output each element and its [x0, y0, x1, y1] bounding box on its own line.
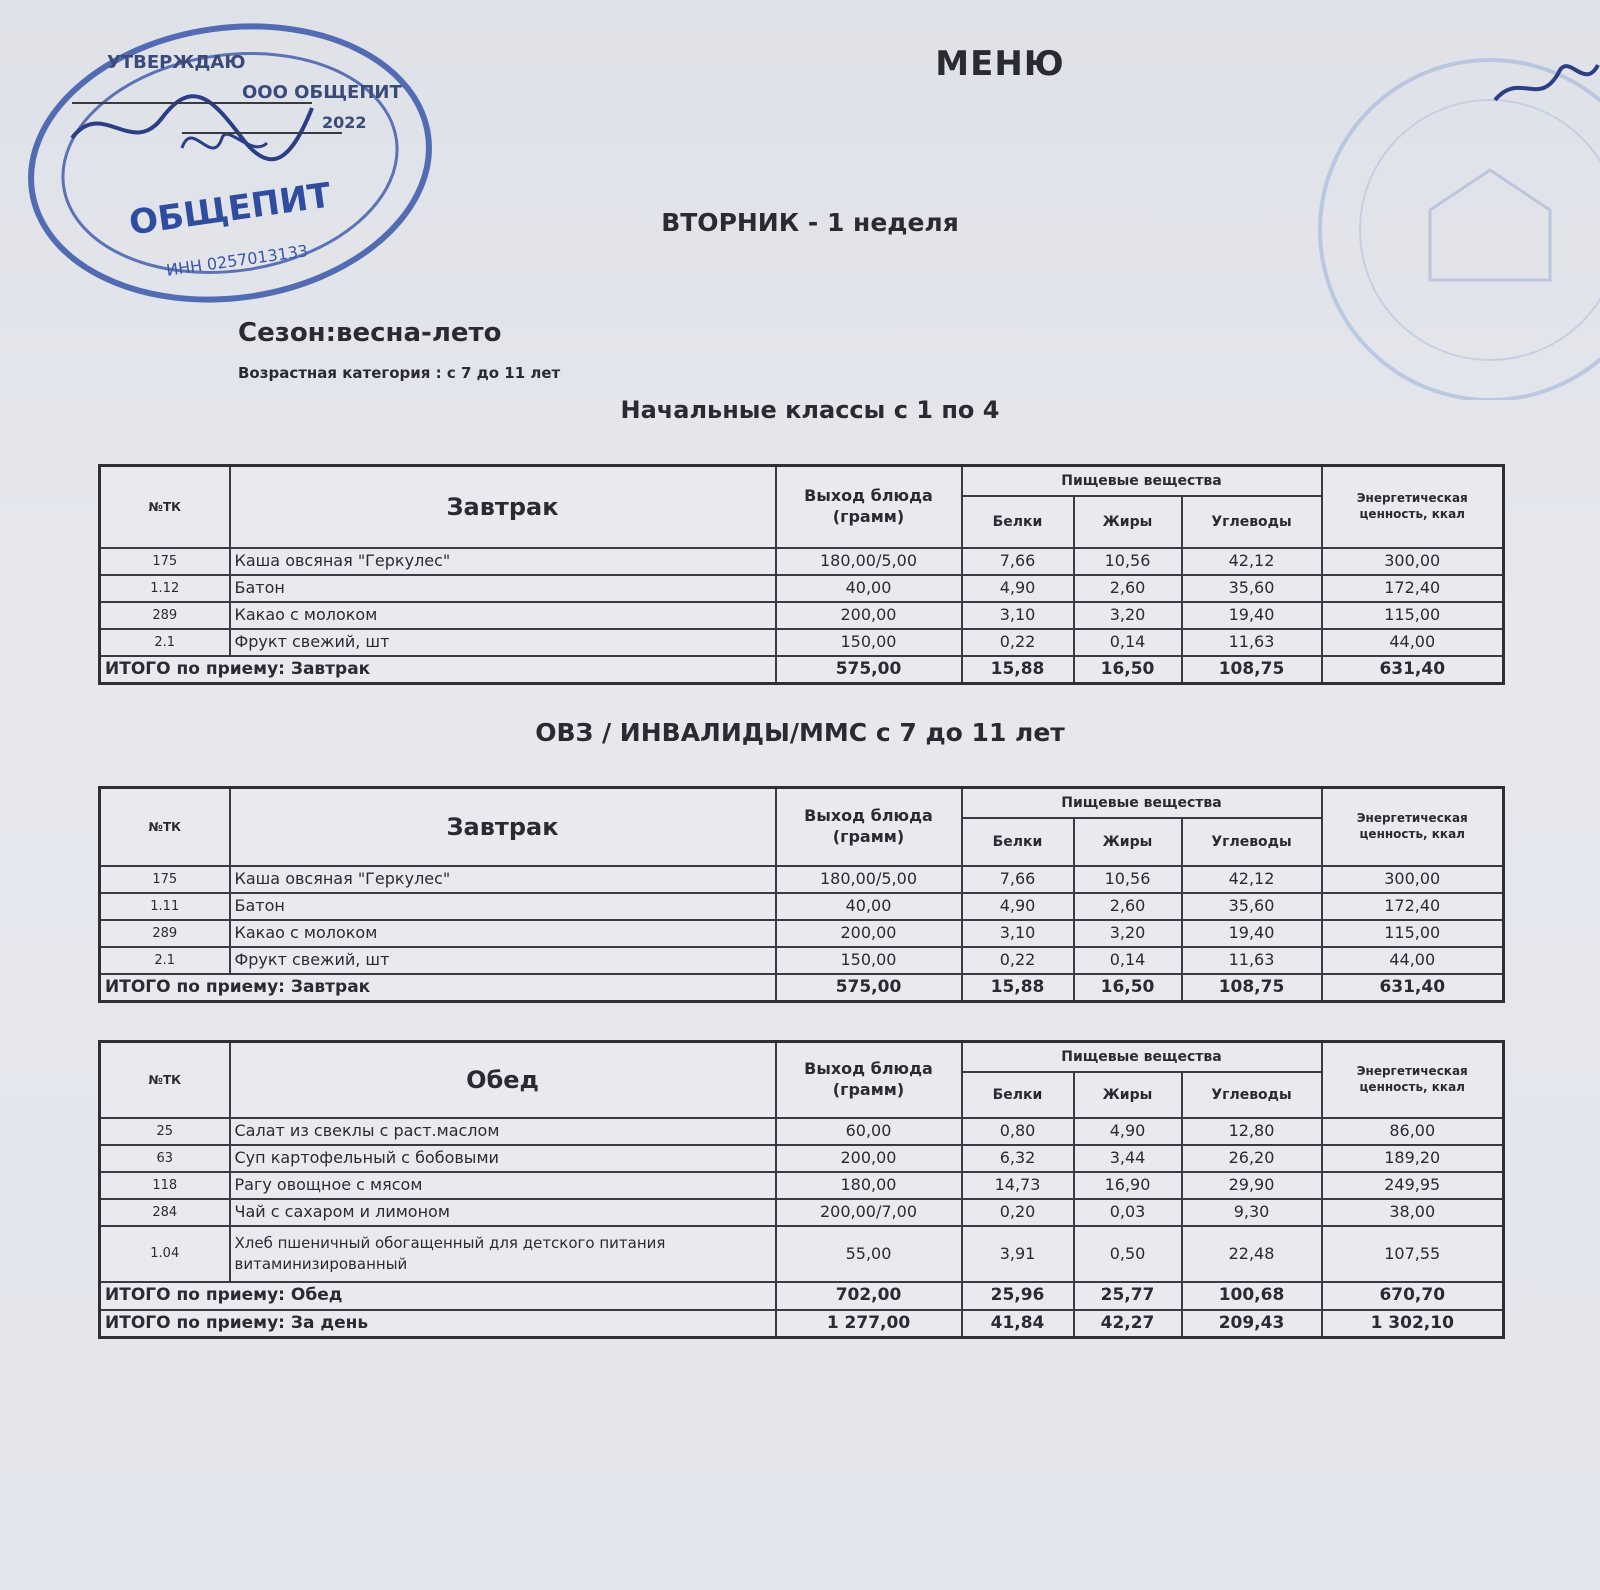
col-fat-header: Жиры [1074, 496, 1182, 548]
row-output: 200,00 [776, 920, 962, 947]
row-dish-name: Батон [230, 893, 776, 920]
total-energy: 631,40 [1322, 974, 1504, 1002]
row-fat: 2,60 [1074, 893, 1182, 920]
row-protein: 3,91 [962, 1226, 1074, 1282]
row-code: 284 [100, 1199, 230, 1226]
row-output: 40,00 [776, 893, 962, 920]
col-energy-header: Энергетическая ценность, ккал [1322, 1042, 1504, 1118]
row-protein: 4,90 [962, 893, 1074, 920]
row-fat: 0,14 [1074, 629, 1182, 656]
col-num-header: №ТК [100, 788, 230, 866]
row-energy: 300,00 [1322, 548, 1504, 575]
row-fat: 10,56 [1074, 548, 1182, 575]
table-row [100, 893, 1504, 920]
row-carbs: 9,30 [1182, 1199, 1322, 1226]
total-label: ИТОГО по приему: Завтрак [100, 974, 776, 1002]
row-output: 180,00 [776, 1172, 962, 1199]
row-carbs: 29,90 [1182, 1172, 1322, 1199]
col-output-header: Выход блюда (грамм) [776, 466, 962, 548]
row-dish-name: Какао с молоком [230, 602, 776, 629]
row-code: 175 [100, 548, 230, 575]
day-total-carbs: 209,43 [1182, 1310, 1322, 1338]
col-nutrients-header: Пищевые вещества [962, 788, 1322, 818]
row-code: 1.12 [100, 575, 230, 602]
meal-header: Завтрак [230, 466, 776, 548]
row-fat: 3,20 [1074, 602, 1182, 629]
row-output: 60,00 [776, 1118, 962, 1145]
table-row [100, 548, 1504, 575]
total-protein: 25,96 [962, 1282, 1074, 1310]
day-total-row [100, 1310, 1504, 1338]
table-row [100, 1199, 1504, 1226]
row-dish-name: Хлеб пшеничный обогащенный для детского питания витаминизированный [230, 1226, 776, 1282]
row-carbs: 12,80 [1182, 1118, 1322, 1145]
day-total-label: ИТОГО по приему: За день [100, 1310, 776, 1338]
col-carbs-header: Углеводы [1182, 496, 1322, 548]
col-carbs-header: Углеводы [1182, 818, 1322, 866]
signature-right [1490, 50, 1600, 120]
meal-header: Обед [230, 1042, 776, 1118]
row-protein: 4,90 [962, 575, 1074, 602]
row-dish-name: Каша овсяная "Геркулес" [230, 548, 776, 575]
row-energy: 38,00 [1322, 1199, 1504, 1226]
table-row [100, 575, 1504, 602]
season-heading: Сезон:весна-лето [238, 318, 502, 348]
row-fat: 3,44 [1074, 1145, 1182, 1172]
row-protein: 3,10 [962, 920, 1074, 947]
row-code: 2.1 [100, 947, 230, 974]
row-protein: 7,66 [962, 866, 1074, 893]
row-code: 1.04 [100, 1226, 230, 1282]
row-fat: 16,90 [1074, 1172, 1182, 1199]
table-row [100, 866, 1504, 893]
row-protein: 0,80 [962, 1118, 1074, 1145]
row-protein: 0,22 [962, 629, 1074, 656]
col-nutrients-header: Пищевые вещества [962, 1042, 1322, 1072]
total-output: 575,00 [776, 656, 962, 684]
row-energy: 300,00 [1322, 866, 1504, 893]
row-code: 2.1 [100, 629, 230, 656]
row-dish-name: Фрукт свежий, шт [230, 947, 776, 974]
col-carbs-header: Углеводы [1182, 1072, 1322, 1118]
col-num-header: №ТК [100, 1042, 230, 1118]
row-carbs: 35,60 [1182, 575, 1322, 602]
total-carbs: 108,75 [1182, 974, 1322, 1002]
row-carbs: 19,40 [1182, 602, 1322, 629]
row-output: 40,00 [776, 575, 962, 602]
row-code: 118 [100, 1172, 230, 1199]
row-carbs: 42,12 [1182, 866, 1322, 893]
stamp-inn-text: ИНН 0257013133 [165, 241, 310, 280]
official-stamp-left [12, 8, 432, 308]
row-protein: 7,66 [962, 548, 1074, 575]
row-output: 200,00 [776, 1145, 962, 1172]
total-fat: 16,50 [1074, 656, 1182, 684]
col-nutrients-header: Пищевые вещества [962, 466, 1322, 496]
total-protein: 15,88 [962, 974, 1074, 1002]
row-carbs: 19,40 [1182, 920, 1322, 947]
total-label: ИТОГО по приему: Обед [100, 1282, 776, 1310]
row-fat: 3,20 [1074, 920, 1182, 947]
col-fat-header: Жиры [1074, 1072, 1182, 1118]
row-code: 25 [100, 1118, 230, 1145]
table-row [100, 629, 1504, 656]
row-carbs: 26,20 [1182, 1145, 1322, 1172]
row-fat: 2,60 [1074, 575, 1182, 602]
row-carbs: 11,63 [1182, 629, 1322, 656]
row-code: 175 [100, 866, 230, 893]
col-energy-header: Энергетическая ценность, ккал [1322, 788, 1504, 866]
row-fat: 0,50 [1074, 1226, 1182, 1282]
row-output: 150,00 [776, 629, 962, 656]
table-row [100, 1172, 1504, 1199]
day-total-fat: 42,27 [1074, 1310, 1182, 1338]
row-protein: 14,73 [962, 1172, 1074, 1199]
row-energy: 115,00 [1322, 920, 1504, 947]
day-heading: ВТОРНИК - 1 неделя [661, 208, 959, 237]
total-carbs: 108,75 [1182, 656, 1322, 684]
row-output: 150,00 [776, 947, 962, 974]
table-row [100, 602, 1504, 629]
row-energy: 189,20 [1322, 1145, 1504, 1172]
row-dish-name: Какао с молоком [230, 920, 776, 947]
row-protein: 3,10 [962, 602, 1074, 629]
row-dish-name: Каша овсяная "Геркулес" [230, 866, 776, 893]
row-energy: 172,40 [1322, 575, 1504, 602]
table-row [100, 1145, 1504, 1172]
age-category: Возрастная категория : с 7 до 11 лет [238, 364, 561, 382]
total-label: ИТОГО по приему: Завтрак [100, 656, 776, 684]
row-output: 55,00 [776, 1226, 962, 1282]
table-row [100, 1226, 1504, 1282]
lunch-table-ovz [98, 1040, 1505, 1339]
row-fat: 4,90 [1074, 1118, 1182, 1145]
stamp-approve-text: УТВЕРЖДАЮ [107, 52, 246, 73]
row-dish-name: Батон [230, 575, 776, 602]
day-total-protein: 41,84 [962, 1310, 1074, 1338]
ovz-heading: ОВЗ / ИНВАЛИДЫ/ММС с 7 до 11 лет [535, 718, 1065, 747]
total-carbs: 100,68 [1182, 1282, 1322, 1310]
row-code: 1.11 [100, 893, 230, 920]
row-energy: 86,00 [1322, 1118, 1504, 1145]
row-carbs: 35,60 [1182, 893, 1322, 920]
row-carbs: 11,63 [1182, 947, 1322, 974]
table-row [100, 920, 1504, 947]
total-row [100, 1282, 1504, 1310]
meal-header: Завтрак [230, 788, 776, 866]
row-carbs: 22,48 [1182, 1226, 1322, 1282]
grades-heading: Начальные классы с 1 по 4 [620, 396, 1000, 424]
col-protein-header: Белки [962, 1072, 1074, 1118]
row-energy: 249,95 [1322, 1172, 1504, 1199]
row-energy: 172,40 [1322, 893, 1504, 920]
row-dish-name: Суп картофельный с бобовыми [230, 1145, 776, 1172]
day-total-energy: 1 302,10 [1322, 1310, 1504, 1338]
row-protein: 0,22 [962, 947, 1074, 974]
row-energy: 107,55 [1322, 1226, 1504, 1282]
total-fat: 25,77 [1074, 1282, 1182, 1310]
total-output: 702,00 [776, 1282, 962, 1310]
row-output: 200,00/7,00 [776, 1199, 962, 1226]
col-protein-header: Белки [962, 496, 1074, 548]
total-energy: 670,70 [1322, 1282, 1504, 1310]
total-output: 575,00 [776, 974, 962, 1002]
breakfast-table-ovz [98, 786, 1505, 1003]
row-output: 180,00/5,00 [776, 866, 962, 893]
day-total-output: 1 277,00 [776, 1310, 962, 1338]
row-dish-name: Чай с сахаром и лимоном [230, 1199, 776, 1226]
row-fat: 0,03 [1074, 1199, 1182, 1226]
row-dish-name: Фрукт свежий, шт [230, 629, 776, 656]
table-row [100, 947, 1504, 974]
row-energy: 44,00 [1322, 947, 1504, 974]
table-row [100, 1118, 1504, 1145]
col-fat-header: Жиры [1074, 818, 1182, 866]
row-energy: 115,00 [1322, 602, 1504, 629]
row-code: 289 [100, 602, 230, 629]
row-protein: 6,32 [962, 1145, 1074, 1172]
row-dish-name: Рагу овощное с мясом [230, 1172, 776, 1199]
breakfast-table-primary [98, 464, 1505, 685]
total-row [100, 656, 1504, 684]
stamp-year-text: 2022 [322, 113, 367, 132]
row-protein: 0,20 [962, 1199, 1074, 1226]
total-fat: 16,50 [1074, 974, 1182, 1002]
row-code: 63 [100, 1145, 230, 1172]
row-fat: 10,56 [1074, 866, 1182, 893]
row-output: 200,00 [776, 602, 962, 629]
row-energy: 44,00 [1322, 629, 1504, 656]
row-code: 289 [100, 920, 230, 947]
col-output-header: Выход блюда (грамм) [776, 1042, 962, 1118]
stamp-company-text: ООО ОБЩЕПИТ [242, 82, 402, 103]
total-energy: 631,40 [1322, 656, 1504, 684]
row-output: 180,00/5,00 [776, 548, 962, 575]
col-output-header: Выход блюда (грамм) [776, 788, 962, 866]
total-protein: 15,88 [962, 656, 1074, 684]
col-protein-header: Белки [962, 818, 1074, 866]
col-energy-header: Энергетическая ценность, ккал [1322, 466, 1504, 548]
row-fat: 0,14 [1074, 947, 1182, 974]
total-row [100, 974, 1504, 1002]
stamp-org-text: ОБЩЕПИТ [126, 175, 334, 244]
col-num-header: №ТК [100, 466, 230, 548]
row-carbs: 42,12 [1182, 548, 1322, 575]
page-title: МЕНЮ [935, 44, 1065, 84]
row-dish-name: Салат из свеклы с раст.маслом [230, 1118, 776, 1145]
